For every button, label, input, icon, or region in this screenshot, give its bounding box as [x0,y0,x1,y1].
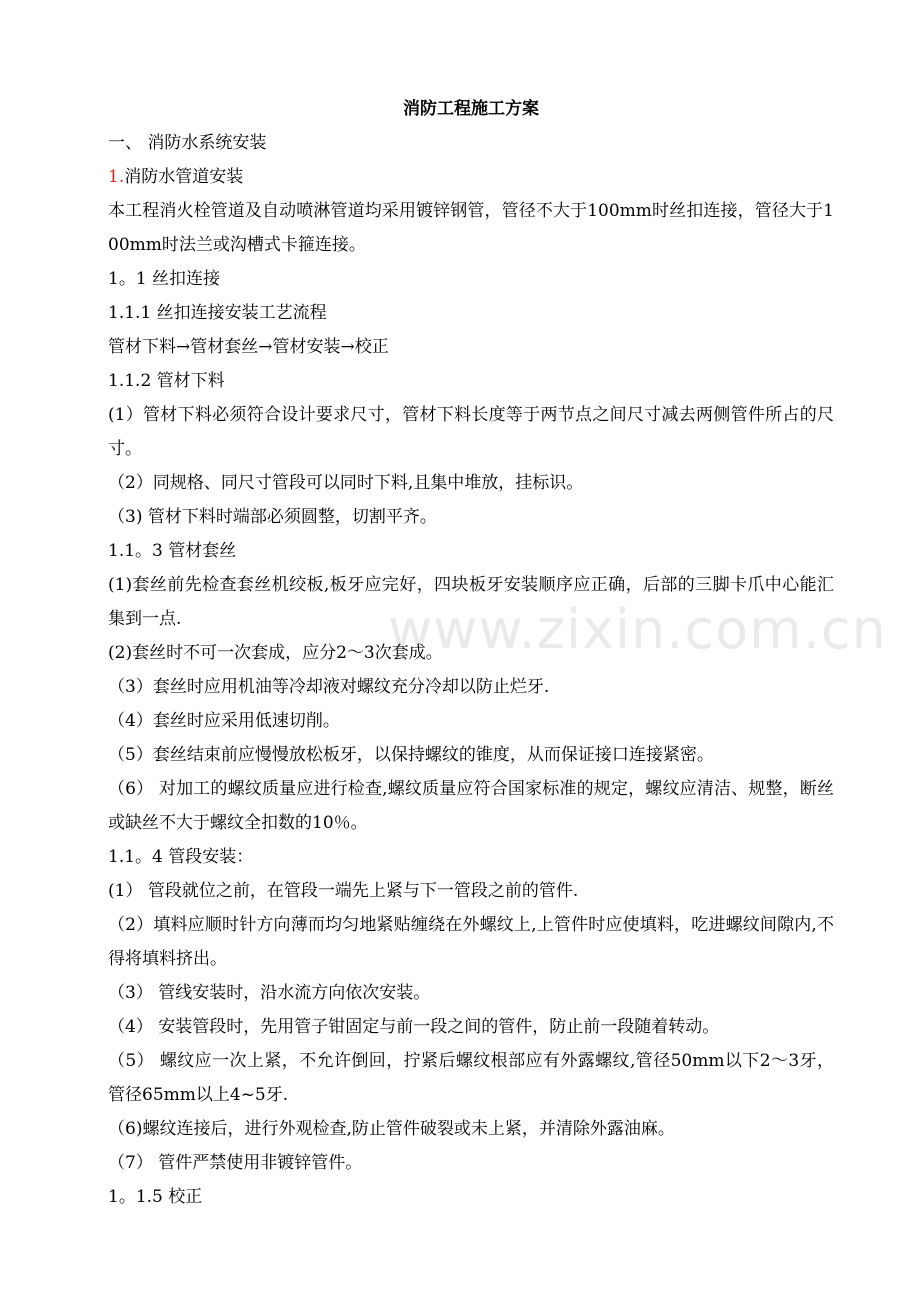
subsection-number: 1. [108,167,125,187]
list-item: （6） 对加工的螺纹质量应进行检查,螺纹质量应符合国家标准的规定，螺纹应清洁、规整，断丝或缺丝不大于螺纹全扣数的10％。 [108,779,834,833]
document-title: 消防工程施工方案 [403,99,539,119]
list-item: （5） 螺纹应一次上紧，不允许倒回，拧紧后螺纹根部应有外露螺纹,管径50mm以下2～3牙，管径65mm以上4~5牙. [108,1051,834,1105]
list-item: （2）同规格、同尺寸管段可以同时下料,且集中堆放，挂标识。 [108,473,584,493]
list-item: （2）填料应顺时针方向薄而均匀地紧贴缠绕在外螺纹上,上管件时应使填料，吃进螺纹间隙内,不得将填料挤出。 [108,915,834,969]
list-item: (2)套丝时不可一次套成，应分2～3次套成。 [108,643,443,663]
list-item: （7） 管件严禁使用非镀锌管件。 [108,1153,363,1173]
subsection-heading-text: 消防水管道安装 [124,167,244,187]
list-item: (1） 管段就位之前，在管段一端先上紧与下一管段之前的管件. [108,881,579,901]
list-item: (1）管材下料必须符合设计要求尺寸，管材下料长度等于两节点之间尺寸减去两侧管件所占的尺寸。 [108,405,834,459]
subsection-heading: 1.1.1 丝扣连接安装工艺流程 [108,303,327,323]
subsection-heading: 1.1。3 管材套丝 [108,541,237,561]
list-item: （5）套丝结束前应慢慢放松板牙，以保持螺纹的锥度，从而保证接口连接紧密。 [108,745,714,765]
list-item: （4）套丝时应采用低速切削。 [108,711,340,731]
subsection-heading: 1.1。4 管段安装： [108,847,254,867]
subsection-heading: 1。1.5 校正 [108,1187,203,1207]
list-item: （3）套丝时应用机油等冷却液对螺纹充分冷却以防止烂牙. [108,677,550,697]
subsection-heading: 1。1 丝扣连接 [108,269,221,289]
list-item: （6)螺纹连接后，进行外观检查,防止管件破裂或未上紧，并清除外露油麻。 [108,1119,675,1139]
section-heading: 一、 消防水系统安装 [108,133,267,153]
list-item: (1)套丝前先检查套丝机绞板,板牙应完好，四块板牙安装顺序应正确，后部的三脚卡爪中心能汇集到一点. [108,575,834,629]
list-item: （3） 管线安装时，沿水流方向依次安装。 [108,983,431,1003]
subsection-heading [108,160,834,194]
watermark: www.zixin.com.cn [388,598,887,661]
list-item: （3) 管材下料时端部必须圆整，切割平齐。 [108,507,437,527]
document-page [108,92,834,1214]
subsection-heading: 1.1.2 管材下料 [108,371,225,391]
body-paragraph: 本工程消火栓管道及自动喷淋管道均采用镀锌钢管，管径不大于100mm时丝扣连接，管径大于100mm时法兰或沟槽式卡箍连接。 [108,201,834,255]
list-item: （4） 安装管段时，先用管子钳固定与前一段之间的管件，防止前一段随着转动。 [108,1017,720,1037]
process-flow: 管材下料→管材套丝→管材安装→校正 [108,337,389,357]
